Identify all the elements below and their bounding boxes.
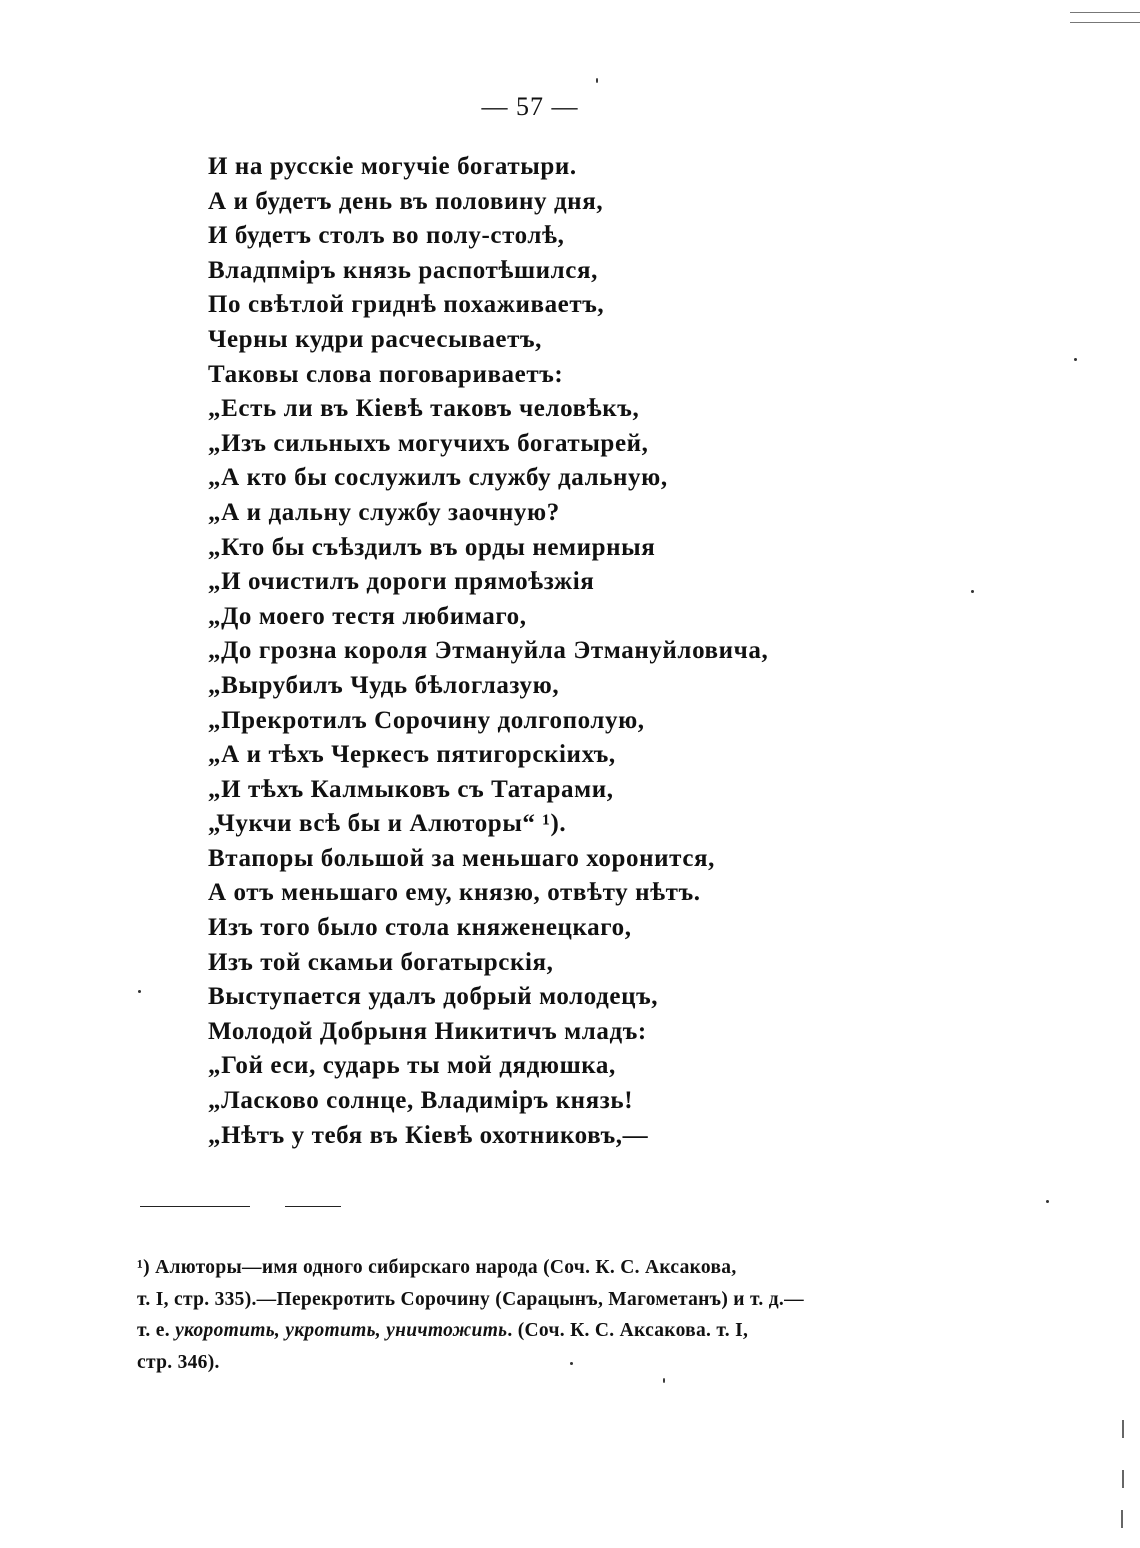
verse-line: Черны кудри расчесываетъ, bbox=[208, 325, 543, 353]
footnote-separator bbox=[140, 1206, 250, 1207]
scan-speck bbox=[971, 590, 974, 593]
verse-line: Изъ того было стола княженецкаго, bbox=[208, 914, 632, 942]
verse-line: „До грозна короля Этмануйла Этмануйловича, bbox=[208, 637, 769, 665]
verse-line: „А и дальну службу заочную? bbox=[208, 498, 560, 526]
scan-speck bbox=[1046, 1200, 1049, 1203]
footnote-text: . (Соч. К. С. Аксакова. т. I, bbox=[507, 1320, 749, 1341]
verse-line: А отъ меньшаго ему, князю, отвѣту нѣтъ. bbox=[208, 879, 701, 907]
verse-line: „Вырубилъ Чудь бѣлоглазую, bbox=[208, 671, 560, 699]
edge-mark bbox=[1121, 1510, 1123, 1528]
verse-text bbox=[208, 150, 768, 1153]
verse-line: По свѣтлой гриднѣ похаживаетъ, bbox=[208, 291, 605, 319]
edge-mark bbox=[1122, 1420, 1124, 1438]
verse-line: „И тѣхъ Калмыковъ съ Татарами, bbox=[208, 775, 614, 803]
verse-line: И на русскіе могучіе богатыри. bbox=[208, 153, 577, 180]
verse-line: А и будетъ день въ половину дня, bbox=[208, 187, 604, 215]
verse-line: „Прекротилъ Сорочину долгополую, bbox=[208, 706, 645, 734]
scan-speck bbox=[138, 990, 141, 993]
verse-line: И будетъ столъ во полу-столѣ, bbox=[208, 222, 565, 250]
verse-line: Владпміръ князь распотѣшился, bbox=[208, 256, 598, 284]
footnote-text: т. е. bbox=[137, 1320, 176, 1341]
edge-rule bbox=[1070, 12, 1140, 13]
footnote-italic-text: укоротить, укротить, уничтожить bbox=[175, 1320, 508, 1341]
scan-speck bbox=[1074, 358, 1077, 361]
verse-line: Изъ той скамьи богатырскія, bbox=[208, 948, 554, 976]
verse-line: „Ласково солнце, Владиміръ князь! bbox=[208, 1087, 634, 1115]
verse-line: „А кто бы сослужилъ службу дальную, bbox=[208, 464, 668, 492]
verse-line: „А и тѣхъ Черкесъ пятигорскіихъ, bbox=[208, 741, 616, 769]
verse-line: „Кто бы съѣздилъ въ орды немирныя bbox=[208, 533, 656, 561]
footnote-separator bbox=[285, 1206, 341, 1207]
verse-line: „До моего тестя любимаго, bbox=[208, 602, 527, 630]
verse-line: Молодой Добрыня Никитичъ младъ: bbox=[208, 1017, 647, 1045]
verse-line: Втапоры большой за меньшаго хоронится, bbox=[208, 844, 716, 872]
verse-line: Выступается удалъ добрый молодецъ, bbox=[208, 983, 659, 1011]
verse-line: „Есть ли въ Кіевѣ таковъ человѣкъ, bbox=[208, 395, 640, 423]
verse-line: Таковы слова поговариваетъ: bbox=[208, 360, 564, 388]
footnote bbox=[137, 1252, 917, 1378]
verse-line: „Чукчи всѣ бы и Алюторы“ ¹). bbox=[208, 810, 567, 838]
edge-mark bbox=[1122, 1470, 1124, 1488]
verse-line: „Гой еси, сударь ты мой дядюшка, bbox=[208, 1052, 616, 1080]
scan-speck bbox=[596, 78, 598, 83]
scan-speck bbox=[663, 1378, 665, 1383]
verse-line: „Нѣтъ у тебя въ Кіевѣ охотниковъ,— bbox=[208, 1121, 649, 1149]
scan-speck bbox=[570, 1362, 573, 1365]
verse-line: „Изъ сильныхъ могучихъ богатырей, bbox=[208, 429, 649, 457]
footnote-line: т. I, стр. 335).—Перекротить Сорочину (Сарацынъ, Магометанъ) и т. д.— bbox=[137, 1288, 804, 1310]
edge-rule bbox=[1070, 22, 1140, 23]
footnote-line: стр. 346). bbox=[137, 1351, 220, 1373]
footnote-line bbox=[137, 1315, 917, 1347]
footnote-line: ¹) Алюторы—имя одного сибирскаго народа (Соч. К. С. Аксакова, bbox=[137, 1257, 737, 1278]
verse-line: „И очистилъ дороги прямоѣзжія bbox=[208, 568, 595, 596]
page-number: — 57 — bbox=[481, 92, 579, 121]
